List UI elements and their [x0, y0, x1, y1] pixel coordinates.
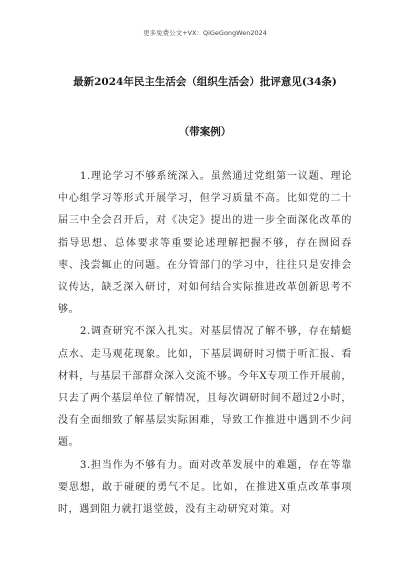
- document-title: 最新2024年民主生活会（组织生活会）批评意见(34条): [73, 76, 337, 88]
- document-subtitle: （带案例）: [178, 126, 232, 138]
- header-note: 更多免费公文+VX：QiGeGongWen2024: [143, 29, 267, 37]
- paragraph-2: 2.调查研究不深入扎实。对基层情况了解不够，存在蜻蜓点水、走马观花现象。比如，下基层调研时习惯于听汇报、看材料，与基层干部群众深入交流不够。今年X专项工作开展前，只去了两个基层单位了解情况，且每次调研时间不超过2小时，没有全面细致了解基层实际困难，导致工作推进中遇到不少问题。: [58, 326, 352, 449]
- paragraph-3: 3.担当作为不够有力。面对改革发展中的难题，存在等靠要思想，敢于碰硬的勇气不足。比如，在推进X重点改革事项时，遇到阻力就打退堂鼓，没有主动研究对策。对: [58, 459, 352, 516]
- document-body: [58, 166, 352, 521]
- paragraph-1: 1.理论学习不够系统深入。虽然通过党组第一议题、理论中心组学习等形式开展学习，但学习质量不高。比如党的二十届三中全会召开后，对《决定》提出的进一步全面深化改革的指导思想、总体要求等重要论述理解把握不够，存在囫囵吞枣、浅尝辄止的问题。在分管部门的学习中，往往只是安排会议传达，缺乏深入研讨，对如何结合实际推进改革创新思考不够。: [58, 171, 352, 316]
